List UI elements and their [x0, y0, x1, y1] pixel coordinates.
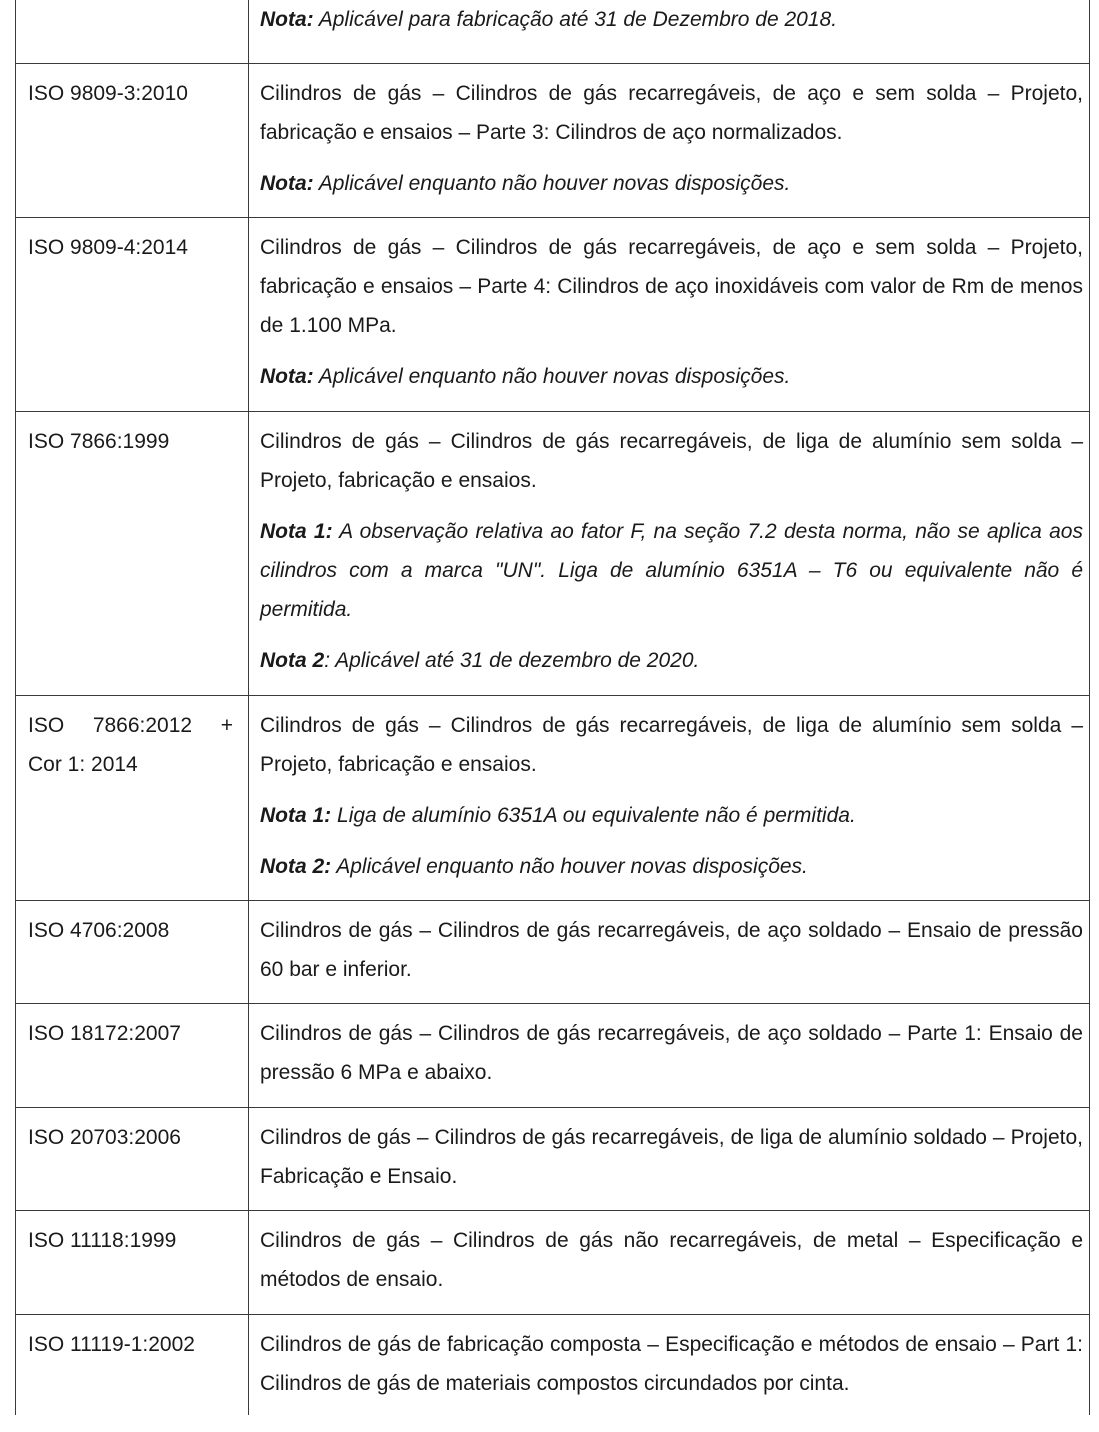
note [260, 847, 1083, 886]
standard-description: Cilindros de gás – Cilindros de gás recarregáveis, de liga de alumínio sem solda – Projeto, fabricação e ensaios. [260, 429, 1083, 492]
standard-code-line [28, 706, 233, 745]
note-text: : Aplicável até 31 de dezembro de 2020. [324, 648, 700, 672]
note [260, 357, 1083, 396]
standard-description-cell [249, 695, 1090, 900]
table-row [16, 411, 1090, 695]
standard-description-cell [249, 411, 1090, 695]
standard-code-cell [16, 217, 249, 411]
standard-code: ISO 11119-1:2002 [28, 1332, 195, 1356]
note-label: Nota 1: [260, 803, 332, 827]
note-label: Nota 2: [260, 854, 332, 878]
standard-code-cell [16, 411, 249, 695]
note-label: Nota 1: [260, 519, 333, 543]
standard-code-cell [16, 695, 249, 900]
standard-description: Cilindros de gás – Cilindros de gás recarregáveis, de aço e sem solda – Projeto, fabricação e ensaios – Parte 3: Cilindros de aço normalizados. [260, 81, 1083, 144]
note-text: Aplicável enquanto não houver novas disposições. [313, 364, 791, 388]
note [260, 796, 1083, 835]
table-row [16, 1210, 1090, 1314]
standard-description: Cilindros de gás – Cilindros de gás não recarregáveis, de metal – Especificação e métodos de ensaio. [260, 1228, 1083, 1291]
standard-code: ISO 18172:2007 [28, 1021, 181, 1045]
note-text: Aplicável para fabricação até 31 de Dezembro de 2018. [313, 8, 838, 31]
standard-description: Cilindros de gás – Cilindros de gás recarregáveis, de aço soldado – Parte 1: Ensaio de pressão 6 MPa e abaixo. [260, 1021, 1083, 1084]
note-text: Liga de alumínio 6351A ou equivalente não é permitida. [331, 803, 856, 827]
table-row [16, 217, 1090, 411]
standard-description: Cilindros de gás – Cilindros de gás recarregáveis, de liga de alumínio sem solda – Projeto, fabricação e ensaios. [260, 713, 1083, 776]
standard-code: ISO 9809-4:2014 [28, 235, 188, 259]
standard-description-cell [249, 900, 1090, 1003]
code-part: 7866:2012 [92, 713, 193, 737]
standard-description: Cilindros de gás – Cilindros de gás recarregáveis, de aço e sem solda – Projeto, fabricação e ensaios – Parte 4: Cilindros de aço inoxidáveis com valor de Rm de menos de 1.100 MPa. [260, 235, 1083, 337]
note [260, 512, 1083, 629]
standard-description: Cilindros de gás – Cilindros de gás recarregáveis, de aço soldado – Ensaio de pressão 60 bar e inferior. [260, 918, 1083, 981]
standard-description-cell [249, 1314, 1090, 1415]
standards-document [15, 0, 1090, 1415]
standard-code-cell [16, 1003, 249, 1107]
note-text: Aplicável enquanto não houver novas disposições. [331, 854, 808, 878]
standard-code: ISO 20703:2006 [28, 1125, 181, 1149]
standard-code: ISO 4706:2008 [28, 918, 170, 942]
table-row [16, 695, 1090, 900]
standard-description: Cilindros de gás de fabricação composta – Especificação e métodos de ensaio – Part 1: Cilindros de gás de materiais compostos circundados por cinta. [260, 1332, 1083, 1395]
note [260, 164, 1083, 203]
standard-description: Cilindros de gás – Cilindros de gás recarregáveis, de liga de alumínio soldado – Projeto, Fabricação e Ensaio. [260, 1125, 1083, 1188]
note-label: Nota: [260, 364, 314, 388]
note-text: Aplicável enquanto não houver novas disposições. [313, 171, 791, 195]
standard-description-cell [249, 63, 1090, 217]
note-label: Nota: [260, 171, 314, 195]
table-row [16, 0, 1090, 63]
note [260, 641, 1083, 680]
table-row [16, 900, 1090, 1003]
standard-code: ISO 11118:1999 [28, 1228, 177, 1252]
note-label: Nota: [260, 8, 314, 31]
note [260, 0, 1083, 39]
note-text: A observação relativa ao fator F, na seção 7.2 desta norma, não se aplica aos cilindros com a marca "UN". Liga de alumínio 6351A – T6 ou equivalente não é permitida. [260, 519, 1083, 621]
standard-code-cell [16, 63, 249, 217]
note-label: Nota 2 [260, 648, 325, 672]
code-part: ISO [28, 713, 65, 737]
standard-code-cell [16, 0, 249, 63]
standard-description-cell [249, 1107, 1090, 1210]
table-row [16, 1314, 1090, 1415]
code-part: + [220, 713, 233, 737]
table-row [16, 1107, 1090, 1210]
standard-description-cell [249, 217, 1090, 411]
standard-code-cell [16, 1107, 249, 1210]
standard-code-line: Cor 1: 2014 [28, 752, 138, 776]
standard-description-cell [249, 0, 1090, 63]
standard-code: ISO 9809-3:2010 [28, 81, 188, 105]
standard-code-cell [16, 1210, 249, 1314]
table-row [16, 1003, 1090, 1107]
standard-code-cell [16, 1314, 249, 1415]
standard-code: ISO 7866:1999 [28, 429, 170, 453]
standard-code-cell [16, 900, 249, 1003]
standards-table [15, 0, 1090, 1415]
standard-description-cell [249, 1210, 1090, 1314]
table-row [16, 63, 1090, 217]
standard-description-cell [249, 1003, 1090, 1107]
